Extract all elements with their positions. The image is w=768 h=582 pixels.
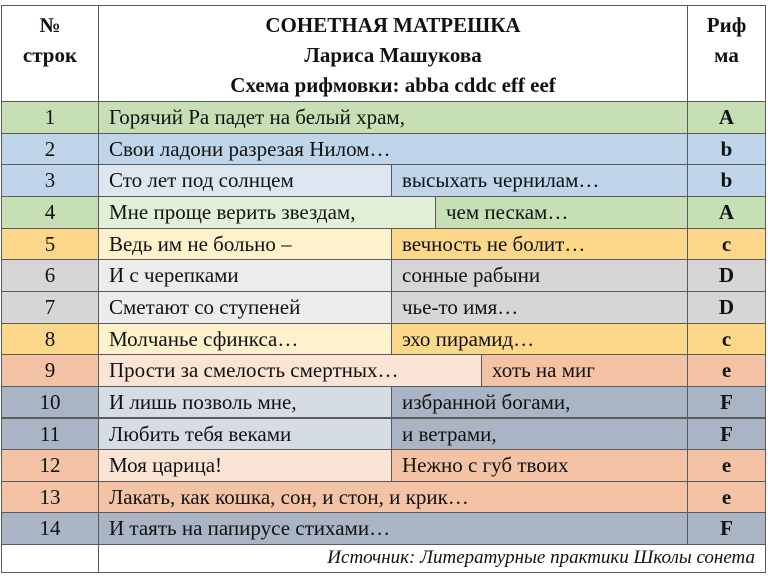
line-number: 3	[1, 164, 99, 197]
line-text-part-1: Прости за смелость смертных…	[98, 354, 482, 387]
rhyme-letter: A	[687, 101, 766, 134]
rhyme-letter: D	[687, 259, 766, 292]
line-text-part-1: И с черепками	[98, 259, 392, 292]
line-text-part-2: чье-то имя…	[391, 291, 688, 324]
line-number: 9	[1, 354, 99, 387]
line-number: 13	[1, 481, 99, 514]
rhyme-letter: c	[687, 228, 766, 261]
line-number: 8	[1, 323, 99, 356]
header-lines-col	[1, 5, 99, 102]
rhyme-letter: A	[687, 196, 766, 229]
line-text-part-2: эхо пирамид…	[391, 323, 688, 356]
line-text-part-1: Ведь им не больно –	[98, 228, 392, 261]
source-note: Источник: Литературные практики Школы сонета	[98, 544, 766, 573]
line-number: 7	[1, 291, 99, 324]
line-text-part-2: и ветрами,	[391, 418, 688, 451]
rhyme-letter: F	[687, 386, 766, 419]
line-number: 4	[1, 196, 99, 229]
line-text-part-1: Сметают со ступеней	[98, 291, 392, 324]
line-text-part-1: И лишь позволь мне,	[98, 386, 392, 419]
line-text-part-2: Нежно с губ твоих	[391, 449, 688, 482]
header-title-block	[98, 5, 688, 102]
header-lines-symbol: №	[39, 13, 61, 37]
line-text: Горячий Ра падет на белый храм,	[98, 101, 688, 134]
line-text-part-1: Сто лет под солнцем	[98, 164, 392, 197]
line-text-part-2: сонные рабыни	[391, 259, 688, 292]
sonnet-table	[1, 5, 766, 573]
poem-author: Лариса Машукова	[304, 43, 482, 67]
line-number: 11	[1, 418, 99, 451]
line-number: 12	[1, 449, 99, 482]
source-left-cell	[1, 544, 99, 573]
rhyme-scheme: Схема рифмовки: abba cddc eff eef	[230, 73, 556, 97]
header-rhyme-label-1: Риф	[706, 13, 747, 37]
rhyme-letter: b	[687, 133, 766, 166]
rhyme-letter: F	[687, 418, 766, 451]
line-number: 5	[1, 228, 99, 261]
rhyme-letter: D	[687, 291, 766, 324]
header-rhyme-col	[687, 5, 766, 102]
line-text-part-1: Мне проще верить звездам,	[98, 196, 436, 229]
line-text-part-1: Моя царица!	[98, 449, 392, 482]
line-text-part-2: вечность не болит…	[391, 228, 688, 261]
line-number: 6	[1, 259, 99, 292]
line-text: Свои ладони разрезая Нилом…	[98, 133, 688, 166]
line-text-part-2: хоть на миг	[481, 354, 688, 387]
rhyme-letter: F	[687, 512, 766, 545]
line-number: 2	[1, 133, 99, 166]
line-text: Лакать, как кошка, сон, и стон, и крик…	[98, 481, 688, 514]
rhyme-letter: e	[687, 481, 766, 514]
line-number: 1	[1, 101, 99, 134]
line-text-part-2: высыхать чернилам…	[391, 164, 688, 197]
rhyme-letter: b	[687, 164, 766, 197]
line-text: И таять на папирусе стихами…	[98, 512, 688, 545]
line-text-part-1: Молчанье сфинкса…	[98, 323, 392, 356]
header-rhyme-label-2: ма	[714, 43, 739, 67]
line-text-part-1: Любить тебя веками	[98, 418, 392, 451]
rhyme-letter: e	[687, 449, 766, 482]
rhyme-letter: c	[687, 323, 766, 356]
line-text-part-2: избранной богами,	[391, 386, 688, 419]
poem-title: СОНЕТНАЯ МАТРЕШКА	[265, 13, 521, 37]
line-number: 10	[1, 386, 99, 419]
header-lines-label: строк	[22, 43, 78, 67]
line-text-part-2: чем пескам…	[435, 196, 688, 229]
rhyme-letter: e	[687, 354, 766, 387]
line-number: 14	[1, 512, 99, 545]
